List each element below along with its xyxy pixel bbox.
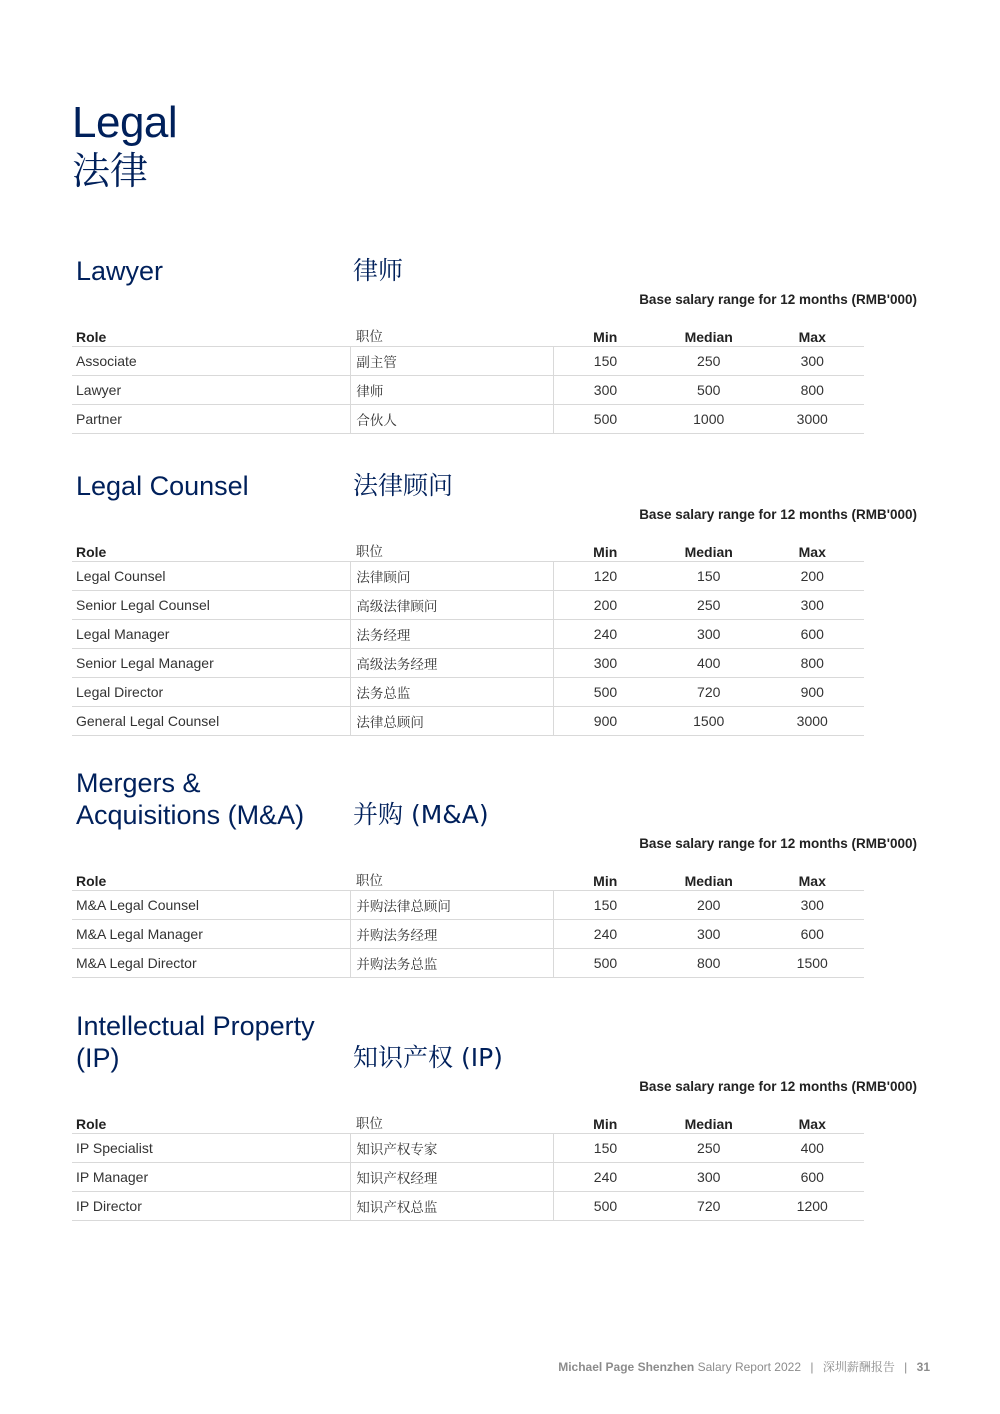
table-row — [72, 347, 864, 376]
min-cell: 150 — [554, 1134, 657, 1163]
col-header-median: Median — [657, 1101, 761, 1134]
role-zh-cell: 知识产权专家 — [351, 1134, 554, 1163]
footer-report: Salary Report 2022 — [697, 1360, 801, 1374]
min-cell: 200 — [554, 591, 657, 620]
col-header-role-zh: 职位 — [351, 1101, 554, 1134]
min-cell: 500 — [554, 405, 657, 434]
table-row — [72, 620, 864, 649]
role-zh-cell: 律师 — [351, 376, 554, 405]
role-zh-cell: 法律顾问 — [351, 562, 554, 591]
section-title-en-line2: Acquisitions (M&A) — [76, 800, 305, 830]
max-cell: 600 — [761, 1163, 865, 1192]
page-title-en: Legal — [72, 98, 178, 147]
table-row — [72, 405, 864, 434]
col-header-max: Max — [761, 858, 865, 891]
col-header-min: Min — [554, 1101, 657, 1134]
role-cell: M&A Legal Manager — [72, 920, 351, 949]
median-cell: 300 — [657, 620, 761, 649]
role-zh-cell: 法务总监 — [351, 678, 554, 707]
role-cell: Associate — [72, 347, 351, 376]
min-cell: 150 — [554, 347, 657, 376]
min-cell: 150 — [554, 891, 657, 920]
role-cell: Lawyer — [72, 376, 351, 405]
role-cell: Legal Counsel — [72, 562, 351, 591]
median-cell: 200 — [657, 891, 761, 920]
min-cell: 240 — [554, 1163, 657, 1192]
median-cell: 800 — [657, 949, 761, 978]
table-row — [72, 891, 864, 920]
max-cell: 300 — [761, 347, 864, 376]
col-header-role: Role — [72, 1101, 351, 1134]
role-zh-cell: 高级法律顾问 — [351, 591, 554, 620]
median-cell: 250 — [657, 347, 761, 376]
col-header-min: Min — [554, 858, 657, 891]
table-row — [72, 1134, 864, 1163]
section-title-en-line1: Intellectual Property — [76, 1011, 315, 1041]
median-cell: 300 — [657, 920, 761, 949]
median-cell: 500 — [657, 376, 761, 405]
role-cell: IP Manager — [72, 1163, 351, 1192]
role-cell: M&A Legal Director — [72, 949, 351, 978]
section-title-zh: 知识产权 (IP) — [353, 1043, 503, 1072]
role-cell: IP Director — [72, 1192, 351, 1221]
table-row — [72, 376, 864, 405]
role-zh-cell: 合伙人 — [351, 405, 554, 434]
page-number: 31 — [916, 1360, 930, 1374]
table-row — [72, 707, 864, 736]
col-header-median: Median — [657, 314, 761, 347]
max-cell: 800 — [761, 649, 865, 678]
max-cell: 200 — [761, 562, 865, 591]
col-header-role: Role — [72, 858, 351, 891]
median-cell: 720 — [657, 678, 761, 707]
table-header-row — [72, 529, 864, 562]
role-zh-cell: 法律总顾问 — [351, 707, 554, 736]
salary-range-caption: Base salary range for 12 months (RMB'000) — [639, 507, 917, 522]
salary-range-caption: Base salary range for 12 months (RMB'000) — [639, 292, 917, 307]
role-cell: Senior Legal Counsel — [72, 591, 351, 620]
section-title-en: Lawyer — [76, 256, 164, 286]
page-title-zh: 法律 — [72, 149, 149, 193]
role-cell: General Legal Counsel — [72, 707, 351, 736]
col-header-median: Median — [657, 858, 761, 891]
table-header-row — [72, 858, 864, 891]
col-header-median: Median — [657, 529, 761, 562]
section-title-en-line1: Mergers & — [76, 768, 201, 798]
max-cell: 600 — [761, 920, 865, 949]
role-cell: Legal Manager — [72, 620, 351, 649]
table-header-row — [72, 1101, 864, 1134]
min-cell: 240 — [554, 920, 657, 949]
col-header-min: Min — [554, 314, 657, 347]
page-footer — [558, 1358, 930, 1375]
page-title — [72, 98, 177, 194]
footer-separator: | — [904, 1360, 908, 1374]
median-cell: 250 — [657, 1134, 761, 1163]
min-cell: 500 — [554, 678, 657, 707]
max-cell: 600 — [761, 620, 865, 649]
col-header-role-zh: 职位 — [351, 858, 554, 891]
min-cell: 120 — [554, 562, 657, 591]
role-cell: Senior Legal Manager — [72, 649, 351, 678]
table-row — [72, 591, 864, 620]
role-zh-cell: 并购法务经理 — [351, 920, 554, 949]
role-zh-cell: 高级法务经理 — [351, 649, 554, 678]
table-row — [72, 1163, 864, 1192]
col-header-role: Role — [72, 529, 351, 562]
table-row — [72, 949, 864, 978]
col-header-max: Max — [761, 529, 865, 562]
median-cell: 300 — [657, 1163, 761, 1192]
min-cell: 500 — [554, 949, 657, 978]
min-cell: 500 — [554, 1192, 657, 1221]
section-title-zh: 并购 (M&A) — [353, 800, 489, 829]
min-cell: 240 — [554, 620, 657, 649]
role-zh-cell: 知识产权总监 — [351, 1192, 554, 1221]
role-zh-cell: 并购法务总监 — [351, 949, 554, 978]
col-header-max: Max — [761, 1101, 865, 1134]
section-title-en: Legal Counsel — [76, 471, 249, 501]
max-cell: 1500 — [761, 949, 865, 978]
footer-separator: | — [810, 1360, 814, 1374]
max-cell: 300 — [761, 591, 865, 620]
max-cell: 300 — [761, 891, 865, 920]
salary-range-caption: Base salary range for 12 months (RMB'000) — [639, 1079, 917, 1094]
salary-range-caption: Base salary range for 12 months (RMB'000) — [639, 836, 917, 851]
median-cell: 720 — [657, 1192, 761, 1221]
salary-table — [72, 529, 864, 736]
role-cell: M&A Legal Counsel — [72, 891, 351, 920]
section-title-zh: 法律顾问 — [353, 471, 454, 500]
role-cell: IP Specialist — [72, 1134, 351, 1163]
max-cell: 3000 — [761, 707, 865, 736]
section-title-zh: 律师 — [353, 256, 404, 285]
col-header-role-zh: 职位 — [351, 314, 554, 347]
role-cell: Partner — [72, 405, 351, 434]
table-header-row — [72, 314, 864, 347]
table-row — [72, 1192, 864, 1221]
min-cell: 300 — [554, 649, 657, 678]
max-cell: 800 — [761, 376, 864, 405]
role-zh-cell: 并购法律总顾问 — [351, 891, 554, 920]
min-cell: 300 — [554, 376, 657, 405]
max-cell: 3000 — [761, 405, 864, 434]
col-header-role: Role — [72, 314, 351, 347]
min-cell: 900 — [554, 707, 657, 736]
col-header-max: Max — [761, 314, 864, 347]
salary-table — [72, 1101, 864, 1221]
role-cell: Legal Director — [72, 678, 351, 707]
table-row — [72, 920, 864, 949]
role-zh-cell: 法务经理 — [351, 620, 554, 649]
table-row — [72, 562, 864, 591]
col-header-min: Min — [554, 529, 657, 562]
salary-table — [72, 314, 864, 434]
max-cell: 900 — [761, 678, 865, 707]
median-cell: 250 — [657, 591, 761, 620]
role-zh-cell: 副主管 — [351, 347, 554, 376]
max-cell: 1200 — [761, 1192, 865, 1221]
max-cell: 400 — [761, 1134, 865, 1163]
table-row — [72, 649, 864, 678]
median-cell: 150 — [657, 562, 761, 591]
salary-table — [72, 858, 864, 978]
median-cell: 1000 — [657, 405, 761, 434]
table-row — [72, 678, 864, 707]
col-header-role-zh: 职位 — [351, 529, 554, 562]
section-title-en-line2: (IP) — [76, 1043, 120, 1073]
median-cell: 1500 — [657, 707, 761, 736]
footer-report-zh: 深圳薪酬报告 — [822, 1360, 895, 1374]
role-zh-cell: 知识产权经理 — [351, 1163, 554, 1192]
footer-brand: Michael Page Shenzhen — [558, 1360, 695, 1374]
median-cell: 400 — [657, 649, 761, 678]
